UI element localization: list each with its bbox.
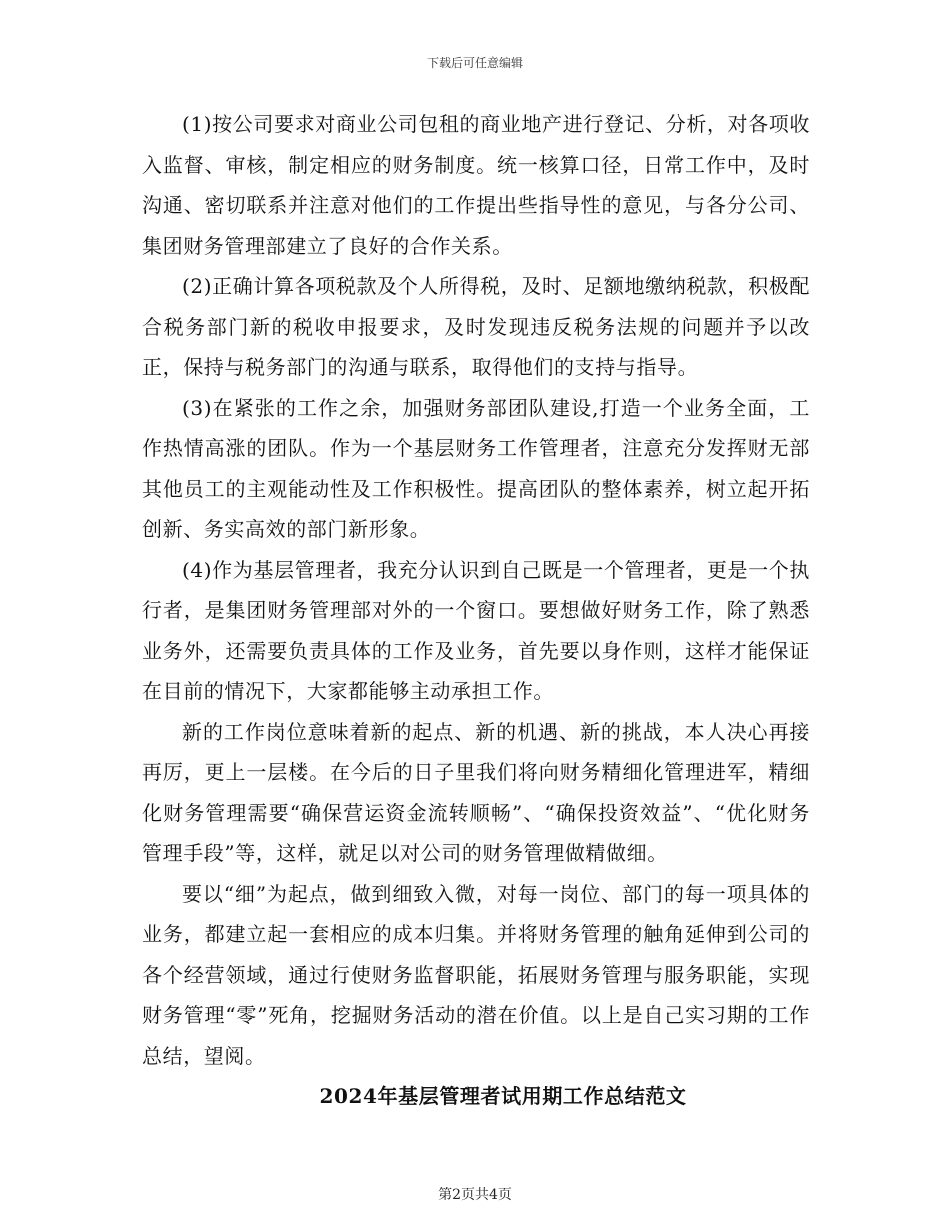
paragraph-6: 要以“细”为起点，做到细致入微，对每一岗位、部门的每一项具体的业务，都建立起一套相应的成本归集。并将财务管理的触角延伸到公司的各个经营领域，通过行使财务监督职能，拓展财务管理与服务职能，实现财务管理“零”死角，挖掘财务活动的潜在价值。以上是自己实习期的工作总结，望阅。 bbox=[142, 881, 810, 1068]
next-section-title: 2024年基层管理者试用期工作总结范文 bbox=[319, 1084, 687, 1108]
paragraph-5: 新的工作岗位意味着新的起点、新的机遇、新的挑战，本人决心再接再厉，更上一层楼。在今后的日子里我们将向财务精细化管理进军，精细化财务管理需要“确保营运资金流转顺畅”、“确保投资效益”、“优化财务管理手段”等，这样，就足以对公司的财务管理做精做细。 bbox=[142, 719, 810, 865]
paragraph-1: (1)按公司要求对商业公司包租的商业地产进行登记、分析，对各项收入监督、审核，制定相应的财务制度。统一核算口径，日常工作中，及时沟通、密切联系并注意对他们的工作提出些指导性的意见，与各分公司、集团财务管理部建立了良好的合作关系。 bbox=[142, 112, 810, 258]
paragraph-4: (4)作为基层管理者，我充分认识到自己既是一个管理者，更是一个执行者，是集团财务管理部对外的一个窗口。要想做好财务工作，除了熟悉业务外，还需要负责具体的工作及业务，首先要以身作则，这样才能保证在目前的情况下，大家都能够主动承担工作。 bbox=[142, 557, 810, 703]
page-number: 第2页共4页 bbox=[438, 1187, 512, 1203]
header-note: 下载后可任意编辑 bbox=[426, 56, 523, 70]
paragraph-3: (3)在紧张的工作之余，加强财务部团队建设,打造一个业务全面，工作热情高涨的团队。作为一个基层财务工作管理者，注意充分发挥财无部其他员工的主观能动性及工作积极性。提高团队的整体素养，树立起开拓创新、务实高效的部门新形象。 bbox=[142, 395, 810, 541]
document-body bbox=[142, 104, 810, 1117]
paragraph-2: (2)正确计算各项税款及个人所得税，及时、足额地缴纳税款，积极配合税务部门新的税收申报要求，及时发现违反税务法规的问题并予以改正，保持与税务部门的沟通与联系，取得他们的支持与指导。 bbox=[142, 274, 810, 379]
